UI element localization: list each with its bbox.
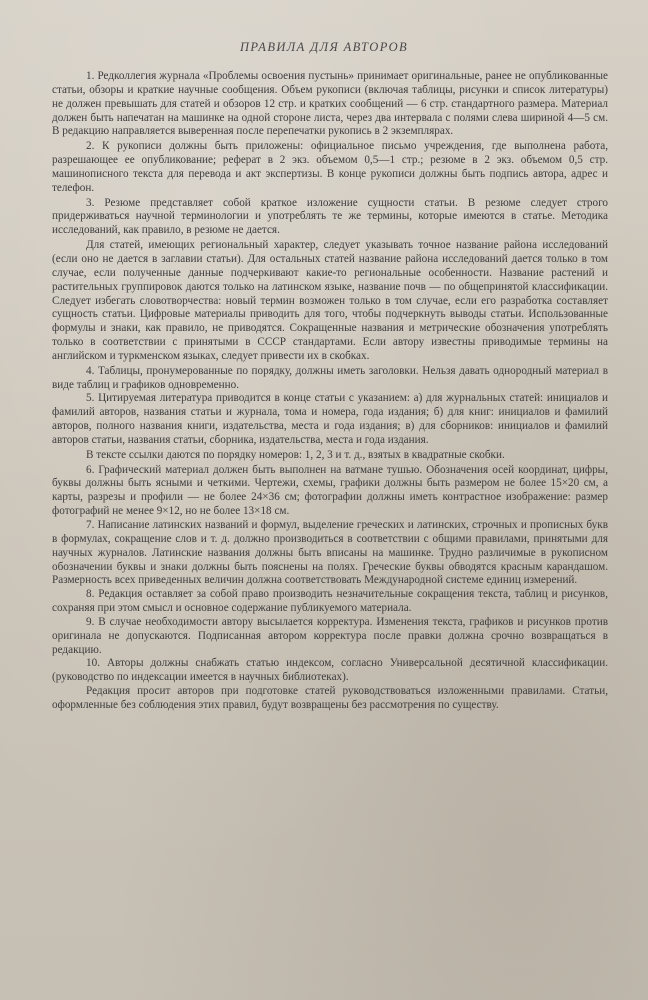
rule-3-paragraph: 3. Резюме представляет собой краткое изложение сущности статьи. В резюме следует строго придерживаться научной терминологии и употреблять те же термины, которые имеются в статье. Методика исследований, как правило, в резюме не дается.: [52, 196, 608, 237]
rule-4-paragraph: 4. Таблицы, пронумерованные по порядку, должны иметь заголовки. Нельзя давать однородный материал в виде таблиц и графиков одновременно.: [52, 364, 608, 391]
rules-text: [52, 70, 608, 713]
rule-6-paragraph: 6. Графический материал должен быть выполнен на ватмане тушью. Обозначения осей координат, цифры, буквы должны быть ясными и четкими. Чертежи, схемы, графики должны быть размером не более 15×20 см, а карты, разрезы и профили — не более 24×36 см; фотографии должны иметь контрастное изображение: размер фотографий не менее 9×12, но не более 13×18 см.: [52, 463, 608, 518]
rule-2-paragraph: 2. К рукописи должны быть приложены: официальное письмо учреждения, где выполнена работа, разрешающее ее опубликование; реферат в 2 экз. объемом 0,5—1 стр.; резюме в 2 экз. объемом 0,5 стр. машинописного текста для перевода и акт экспертизы. В конце рукописи должны быть подпись автора, адрес и телефон.: [52, 140, 608, 194]
rule-1-paragraph: 1. Редколлегия журнала «Проблемы освоения пустынь» принимает оригинальные, ранее не опубликованные статьи, обзоры и краткие научные сообщения. Объем рукописи (включая таблицы, рисунки и список литературы) не должен превышать для статей и обзоров 12 стр. и кратких сообщений — 6 стр. стандартного размера. Материал должен быть напечатан на машинке на одной стороне листа, через два интервала с полями слева шириной 4—5 см. В редакцию направляется выверенная после перепечатки рукопись в 2 экземплярах.: [52, 70, 608, 138]
page-title: ПРАВИЛА ДЛЯ АВТОРОВ: [239, 40, 409, 54]
rule-9-paragraph: 9. В случае необходимости автору высылается корректура. Изменения текста, графиков и рисунков против оригинала не допускаются. Подписанная автором корректура после правки должна срочно возвращаться в редакцию.: [52, 615, 608, 656]
rule-8-paragraph: 8. Редакция оставляет за собой право производить незначительные сокращения текста, таблиц и рисунков, сохраняя при этом смысл и основное содержание публикуемого материала.: [52, 588, 608, 615]
rule-10-paragraph: 10. Авторы должны снабжать статью индексом, согласно Универсальной десятичной классификации. (руководство по индексации имеется в научных библиотеках).: [52, 657, 608, 684]
rule-5-paragraph: 5. Цитируемая литература приводится в конце статьи с указанием: а) для журнальных статей: инициалов и фамилий авторов, названия статьи и журнала, тома и номера, года издания; б) для книг: инициалов и фамилий авторов, полного названия книги, издательства, места и года издания; в) для сборников: инициалов и фамилий авторов статьи, названия статьи, сборника, издательства, места и года издания.: [52, 392, 608, 446]
regional-articles-paragraph: Для статей, имеющих региональный характер, следует указывать точное название района исследований (если оно не дается в заглавии статьи). Для остальных статей название района исследований дается только в том случае, если полученные данные подчеркивают какие-то региональные особенности. Название растений и растительных группировок даются только на латинском языке, название почв — по общепринятой классификации. Следует избегать словотворчества: новый термин возможен только в том случае, если его разработка составляет сущность статьи. Цифровые материалы приводить для того, чтобы подчеркнуть выводы статьи. Использованные формулы и знаки, как правило, не приводятся. Сокращенные названия и метрические обозначения употреблять только в соответствии с принятыми в СССР стандартами. Если автору известны приводимые термины на английском и туркменском языках, следует привести их в скобках.: [52, 239, 608, 362]
references-paragraph: В тексте ссылки даются по порядку номеров: 1, 2, 3 и т. д., взятых в квадратные скобки.: [86, 448, 505, 461]
rule-7-paragraph: 7. Написание латинских названий и формул, выделение греческих и латинских, строчных и прописных букв в формулах, сокращение слов и т. д. должно производиться в соответствии с общими правилами, принятыми для научных журналов. Латинские названия должны быть вписаны на машинке. Трудно различимые в рукописном обозначении буквы и знаки должны быть пояснены на полях. Греческие буквы обводятся красным карандашом. Размерность всех приведенных величин должна соответствовать Международной системе единиц измерений.: [52, 519, 608, 587]
closing-paragraph: Редакция просит авторов при подготовке статей руководствоваться изложенными правилами. Статьи, оформленные без соблюдения этих правил, будут возвращены без рассмотрения по существу.: [52, 685, 608, 711]
